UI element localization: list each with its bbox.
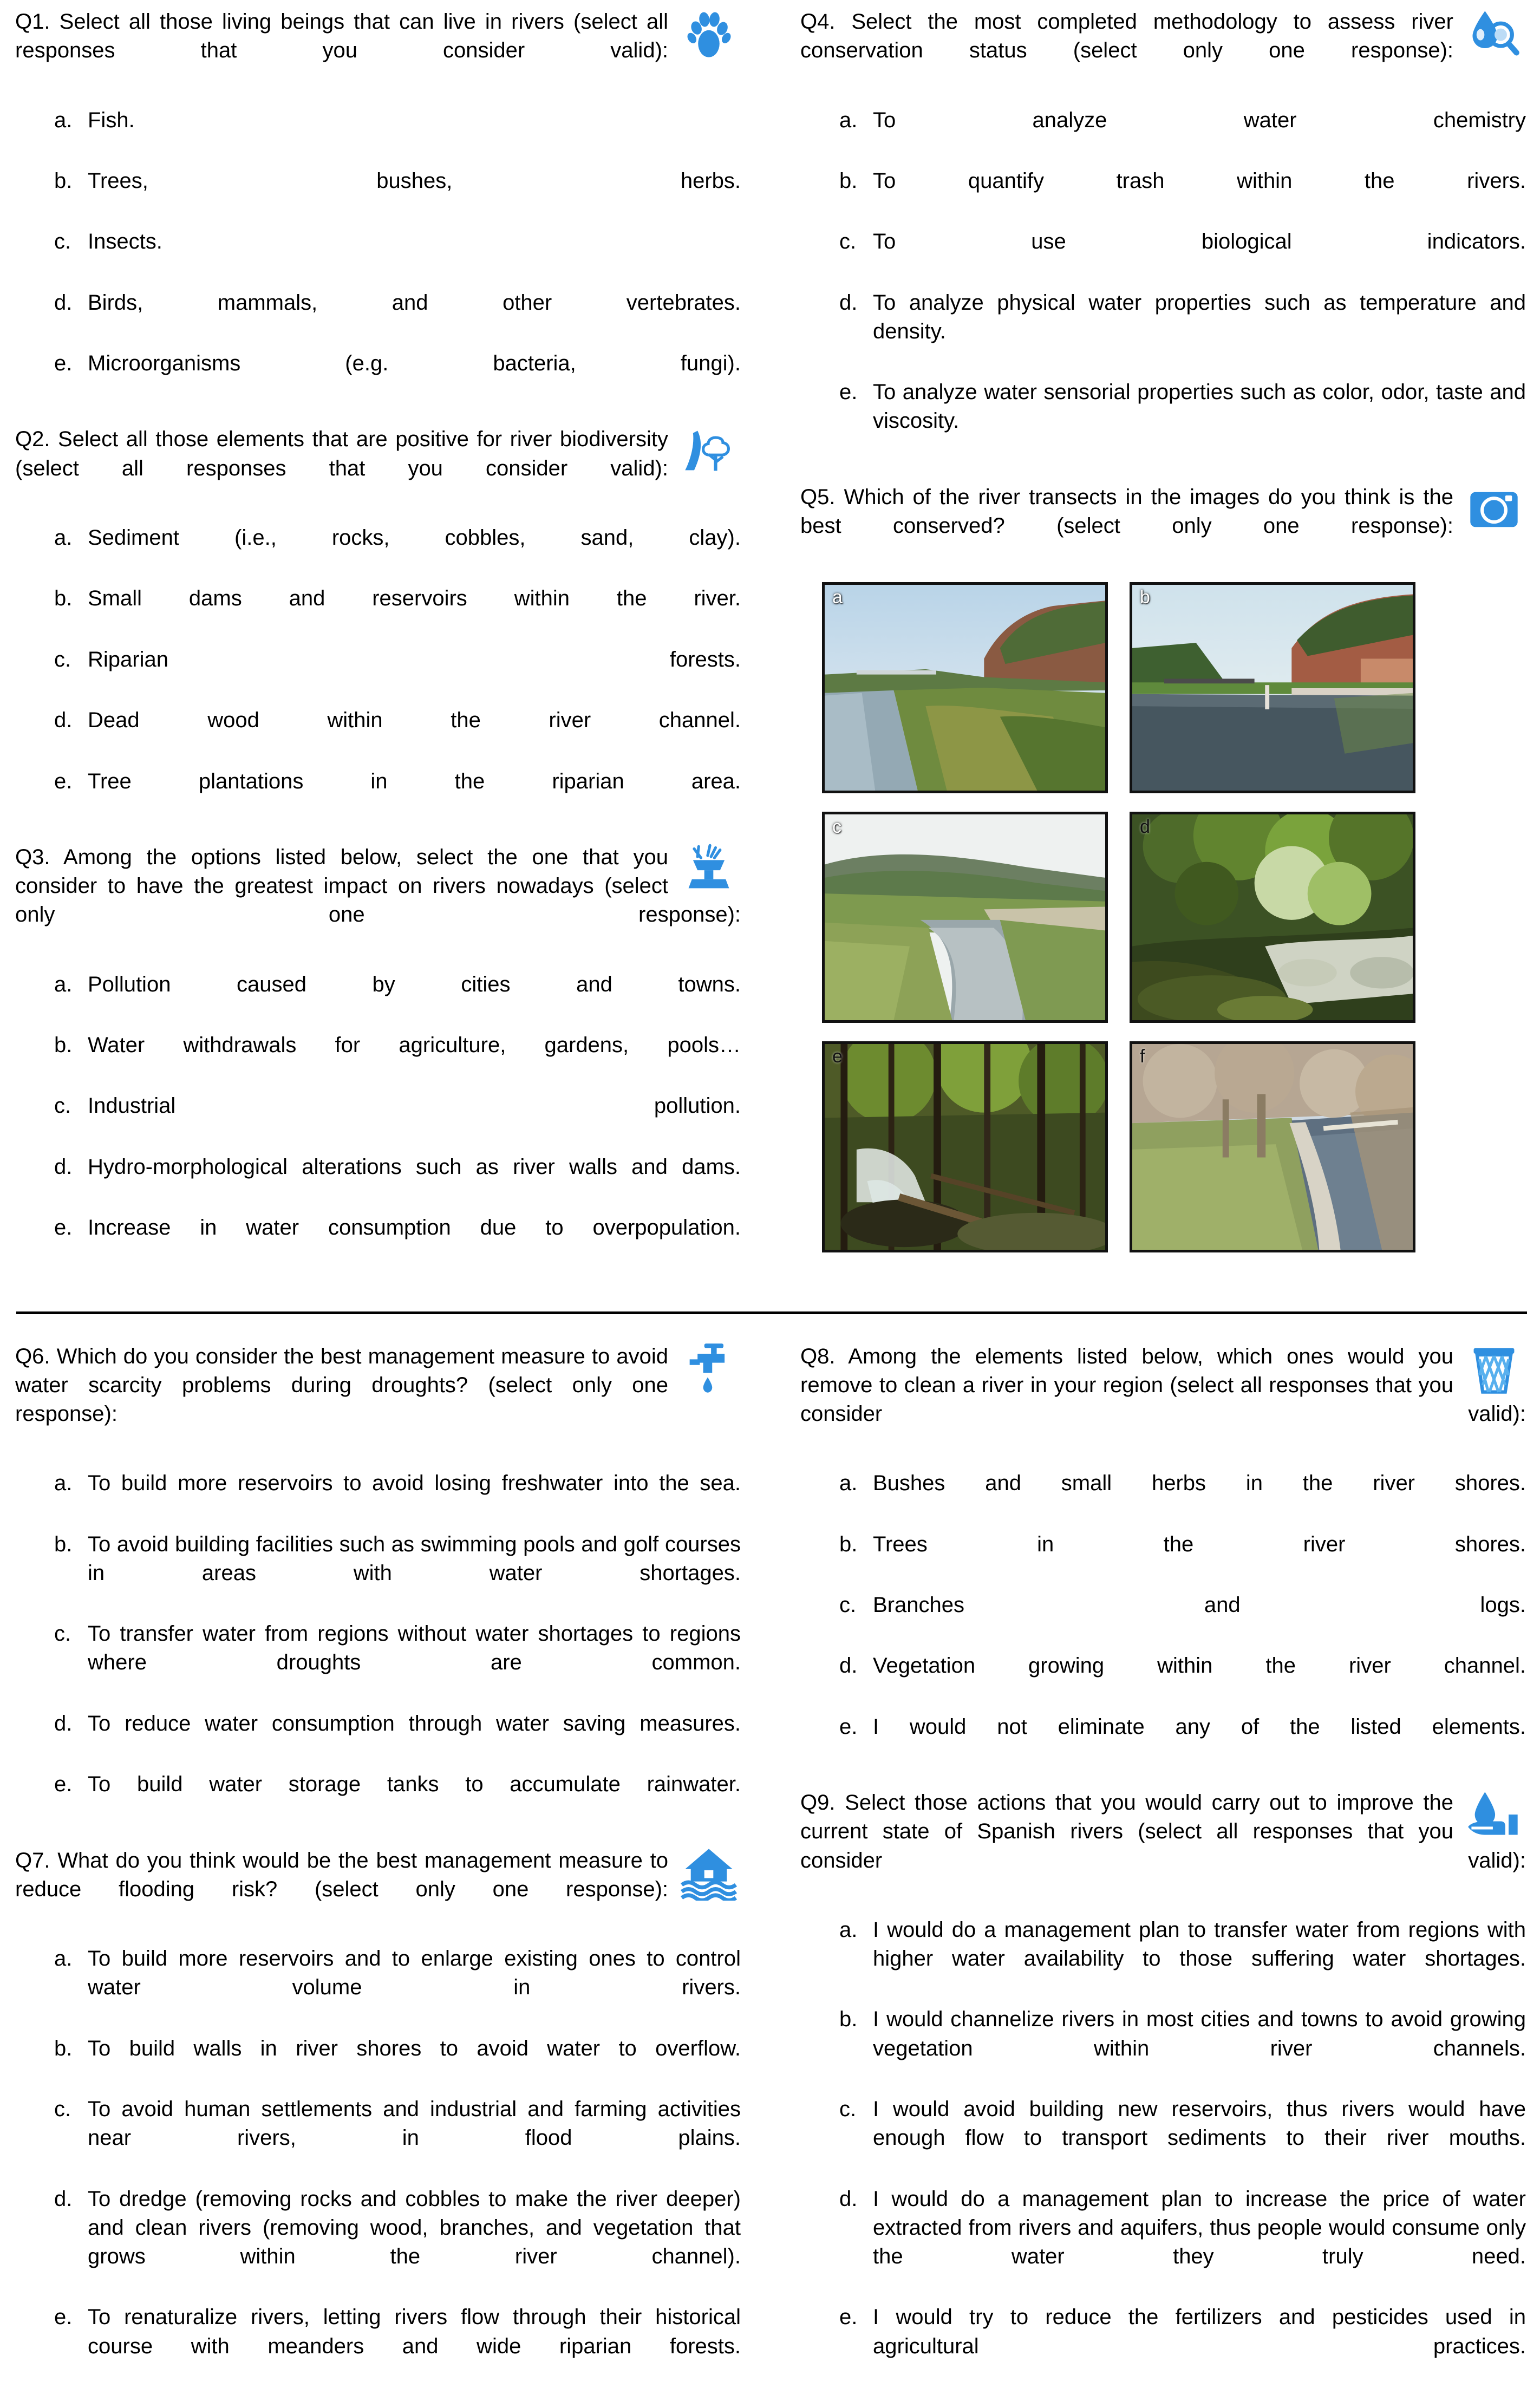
option-text: To reduce water consumption through water saving measures. (88, 1711, 741, 1735)
option-marker: c. (54, 1622, 71, 1646)
q7-head (15, 1846, 741, 1933)
option-item[interactable] (15, 349, 741, 407)
q4-stem: Q4. Select the most completed methodology to assess river conservation status (select only one response): (800, 10, 1453, 63)
question-q9 (800, 1789, 1526, 2390)
photo-label: b (1140, 587, 1150, 608)
option-item[interactable] (800, 2095, 1526, 2182)
option-item[interactable] (15, 767, 741, 825)
option-marker: d. (54, 2187, 73, 2211)
q8-head (800, 1342, 1526, 1458)
option-item[interactable] (800, 289, 1526, 375)
option-item[interactable] (15, 1620, 741, 1706)
option-text: Hydro-morphological alterations such as river walls and dams. (88, 1154, 741, 1179)
option-text: To transfer water from regions without water shortages to regions where droughts are common. (88, 1622, 741, 1675)
option-item[interactable] (15, 1213, 741, 1271)
option-item[interactable] (15, 1709, 741, 1767)
option-item[interactable] (800, 1530, 1526, 1588)
option-item[interactable] (15, 584, 741, 642)
question-q6 (15, 1342, 741, 1828)
trash-bin-icon (1462, 1340, 1526, 1396)
option-item[interactable] (800, 1916, 1526, 2002)
option-marker: a. (54, 1471, 73, 1496)
option-item[interactable] (15, 645, 741, 703)
option-text: To use biological indicators. (873, 230, 1526, 254)
q6-head (15, 1342, 741, 1458)
q9-head (800, 1789, 1526, 1904)
option-item[interactable] (15, 1770, 741, 1828)
option-marker: b. (54, 168, 73, 193)
column-bottom-left (15, 1342, 741, 2408)
q6-stem: Q6. Which do you consider the best management measure to avoid water scarcity problems during droughts? (select only one response): (15, 1344, 668, 1426)
photo-option-a[interactable] (822, 582, 1108, 793)
photo-label: c (832, 817, 841, 838)
section-bottom (15, 1342, 1525, 2408)
q9-stem: Q9. Select those actions that you would carry out to improve the current state of Spanish rivers (select all responses that you consider valid): (800, 1791, 1526, 1872)
option-marker: d. (54, 1711, 73, 1735)
option-text: I would not eliminate any of the listed elements. (873, 1714, 1526, 1739)
question-q4 (800, 8, 1526, 465)
option-text: Bushes and small herbs in the river shores. (873, 1471, 1526, 1496)
option-text: Riparian forests. (88, 647, 741, 671)
option-text: I would try to reduce the fertilizers and pesticides used in agricultural practices. (873, 2305, 1526, 2358)
question-q5 (800, 483, 1526, 1253)
option-text: Vegetation growing within the river channel. (873, 1654, 1526, 1678)
option-text: To build more reservoirs and to enlarge existing ones to control water volume in rivers. (88, 1947, 741, 2000)
q3-stem: Q3. Among the options listed below, select the one that you consider to have the greatest impact on rivers nowadays (select only one response): (15, 845, 741, 927)
question-q1 (15, 8, 741, 407)
option-marker: e. (54, 1216, 73, 1240)
option-text: Birds, mammals, and other vertebrates. (88, 290, 741, 315)
option-text: To build water storage tanks to accumulate rainwater. (88, 1772, 741, 1797)
section-top (15, 8, 1525, 1290)
option-item[interactable] (15, 289, 741, 346)
option-text: Branches and logs. (873, 1593, 1526, 1617)
question-q2 (15, 425, 741, 824)
q2-stem: Q2. Select all those elements that are positive for river biodiversity (select all responses that you consider valid): (15, 427, 668, 480)
option-text: Insects. (88, 230, 162, 254)
option-marker: e. (54, 1772, 73, 1797)
photo-label: e (832, 1046, 843, 1067)
option-marker: c. (54, 230, 71, 254)
option-marker: b. (839, 2007, 858, 2032)
option-item[interactable] (800, 2185, 1526, 2300)
q8-options (800, 1469, 1526, 1770)
option-marker: e. (839, 1714, 858, 1739)
option-item[interactable] (800, 227, 1526, 285)
river-tree-icon (677, 423, 741, 479)
option-text: Pollution caused by cities and towns. (88, 972, 741, 996)
option-item[interactable] (800, 2005, 1526, 2092)
option-marker: e. (54, 769, 73, 793)
option-text: Trees, bushes, herbs. (88, 168, 741, 193)
q7-options (15, 1944, 741, 2390)
q7-stem: Q7. What do you think would be the best management measure to reduce flooding risk? (select only one response): (15, 1848, 668, 1901)
hand-water-drop-icon (1462, 1786, 1526, 1843)
option-item[interactable] (15, 1530, 741, 1617)
option-marker: a. (54, 526, 73, 550)
option-marker: b. (839, 1532, 858, 1556)
option-text: To quantify trash within the rivers. (873, 168, 1526, 193)
option-marker: b. (54, 1033, 73, 1057)
q1-options (15, 106, 741, 407)
divider-space-above (15, 1290, 1525, 1311)
option-item[interactable] (800, 1713, 1526, 1770)
option-text: To build more reservoirs to avoid losing freshwater into the sea. (88, 1471, 741, 1496)
option-item[interactable] (15, 1469, 741, 1526)
option-marker: d. (54, 290, 73, 315)
photo-option-b[interactable] (1130, 582, 1415, 793)
q9-options (800, 1916, 1526, 2390)
q5-head (800, 483, 1526, 570)
q3-options (15, 970, 741, 1271)
q2-head (15, 425, 741, 512)
q8-stem: Q8. Among the elements listed below, which ones would you remove to clean a river in your region (select all responses that you consider valid): (800, 1344, 1526, 1426)
q6-options (15, 1469, 741, 1828)
option-marker: c. (54, 2097, 71, 2121)
camera-icon (1462, 481, 1526, 537)
option-text: To avoid building facilities such as swimming pools and golf courses in areas with water shortages. (88, 1532, 741, 1585)
paw-print-icon (677, 5, 741, 62)
q1-head (15, 8, 741, 94)
option-text: To analyze physical water properties such as temperature and density. (873, 290, 1526, 343)
option-marker: a. (54, 1947, 73, 1971)
option-item[interactable] (15, 106, 741, 164)
question-q3 (15, 843, 741, 1271)
option-text: I would do a management plan to transfer water from regions with higher water availability to those suffering water shortages. (873, 1917, 1526, 1971)
q2-options (15, 524, 741, 825)
option-text: Increase in water consumption due to overpopulation. (88, 1216, 741, 1240)
q5-photo-grid (822, 582, 1434, 1252)
column-bottom-right (800, 1342, 1526, 2408)
q3-head (15, 843, 741, 958)
option-item[interactable] (15, 1031, 741, 1088)
divider-space-below (15, 1314, 1525, 1342)
option-text: Tree plantations in the riparian area. (88, 769, 741, 793)
option-item[interactable] (800, 1652, 1526, 1709)
q4-head (800, 8, 1526, 94)
flooded-house-icon (677, 1844, 741, 1901)
photo-label: f (1140, 1046, 1145, 1067)
option-text: To analyze water sensorial properties such as color, odor, taste and viscosity. (873, 380, 1526, 433)
photo-option-c[interactable] (822, 812, 1108, 1023)
option-text: Water withdrawals for agriculture, gardens, pools… (88, 1033, 741, 1057)
water-drop-magnifier-icon (1462, 5, 1526, 62)
photo-option-f[interactable] (1130, 1041, 1415, 1252)
option-item[interactable] (15, 1092, 741, 1149)
option-item[interactable] (15, 1944, 741, 2031)
option-item[interactable] (800, 378, 1526, 465)
q5-stem: Q5. Which of the river transects in the images do you think is the best conserved? (select only one response): (800, 485, 1453, 538)
option-item[interactable] (15, 524, 741, 581)
option-marker: a. (839, 108, 858, 132)
option-item[interactable] (15, 706, 741, 763)
option-item[interactable] (15, 227, 741, 285)
option-text: To dredge (removing rocks and cobbles to make the river deeper) and clean rivers (removing wood, branches, and vegetation that grows within the river channel). (88, 2187, 741, 2268)
option-text: Industrial pollution. (88, 1094, 741, 1118)
option-marker: d. (54, 1154, 73, 1179)
option-marker: c. (54, 647, 71, 671)
option-marker: e. (839, 2305, 858, 2329)
option-text: To build walls in river shores to avoid water to overflow. (88, 2036, 741, 2060)
question-q7 (15, 1846, 741, 2390)
option-item[interactable] (15, 2185, 741, 2300)
option-marker: d. (839, 2187, 858, 2211)
option-marker: c. (839, 1593, 857, 1617)
option-marker: d. (839, 290, 858, 315)
option-marker: d. (839, 1654, 858, 1678)
option-marker: a. (839, 1471, 858, 1496)
option-marker: d. (54, 708, 73, 733)
option-marker: b. (54, 1532, 73, 1556)
q1-stem: Q1. Select all those living beings that can live in rivers (select all responses that you consider valid): (15, 10, 668, 63)
option-text: I would avoid building new reservoirs, thus rivers would have enough flow to transport sediments to their river mouths. (873, 2097, 1526, 2150)
option-item[interactable] (15, 970, 741, 1028)
option-item[interactable] (15, 2303, 741, 2390)
option-text: Small dams and reservoirs within the river. (88, 586, 741, 611)
option-marker: a. (54, 108, 73, 132)
factory-pollution-icon (677, 841, 741, 897)
option-item[interactable] (800, 1591, 1526, 1648)
option-item[interactable] (15, 167, 741, 224)
option-item[interactable] (800, 106, 1526, 164)
option-marker: b. (54, 2036, 73, 2060)
option-marker: c. (839, 230, 857, 254)
photo-option-e[interactable] (822, 1041, 1108, 1252)
option-marker: e. (839, 380, 858, 404)
option-item[interactable] (800, 1469, 1526, 1526)
option-marker: e. (54, 2305, 73, 2329)
option-item[interactable] (15, 1153, 741, 1210)
column-top-left (15, 8, 741, 1290)
photo-label: a (832, 587, 843, 608)
question-q8 (800, 1342, 1526, 1771)
q4-options (800, 106, 1526, 465)
photo-option-d[interactable] (1130, 812, 1415, 1023)
option-text: To avoid human settlements and industrial and farming activities near rivers, in flood plains. (88, 2097, 741, 2150)
option-item[interactable] (15, 2095, 741, 2182)
option-marker: b. (54, 586, 73, 611)
option-marker: c. (839, 2097, 857, 2121)
option-marker: c. (54, 1094, 71, 1118)
option-text: Fish. (88, 108, 135, 132)
option-text: I would do a management plan to increase the price of water extracted from rivers and aquifers, thus people would consume only the water they truly need. (873, 2187, 1526, 2268)
option-text: To analyze water chemistry (873, 108, 1526, 132)
option-item[interactable] (800, 2303, 1526, 2390)
option-text: Sediment (i.e., rocks, cobbles, sand, clay). (88, 526, 741, 550)
option-marker: a. (54, 972, 73, 996)
column-top-right (800, 8, 1526, 1271)
option-item[interactable] (800, 167, 1526, 224)
option-marker: a. (839, 1917, 858, 1942)
photo-label: d (1140, 817, 1150, 838)
option-text: Dead wood within the river channel. (88, 708, 741, 733)
option-item[interactable] (15, 2034, 741, 2092)
option-text: I would channelize rivers in most cities and towns to avoid growing vegetation within river channels. (873, 2007, 1526, 2060)
option-text: Microorganisms (e.g. bacteria, fungi). (88, 351, 741, 376)
option-text: To renaturalize rivers, letting rivers flow through their historical course with meanders and wide riparian forests. (88, 2305, 741, 2358)
faucet-drip-icon (677, 1340, 741, 1396)
option-text: Trees in the river shores. (873, 1532, 1526, 1556)
option-marker: b. (839, 168, 858, 193)
option-marker: e. (54, 351, 73, 376)
